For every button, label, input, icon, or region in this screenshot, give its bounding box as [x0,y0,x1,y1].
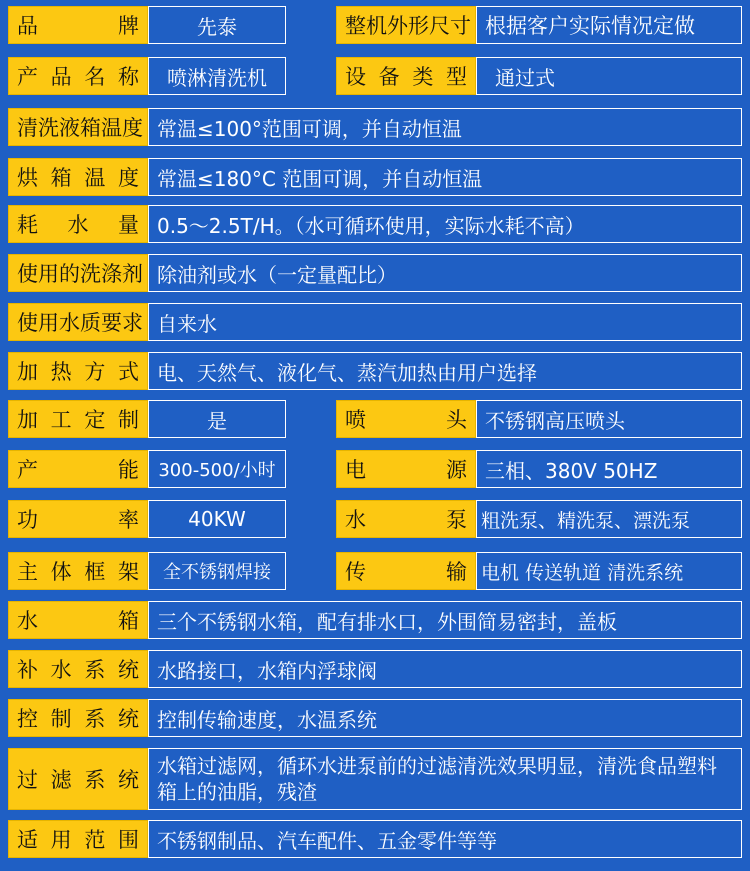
spec-label-size [336,6,476,44]
spec-value-water-use: 0.5～2.5T/H。（水可循环使用，实际水耗不高） [148,205,742,243]
label-char: 加 [17,408,38,432]
spec-row-scope [8,820,742,858]
spec-row-pump [336,500,742,538]
spec-label-product [8,57,148,95]
spec-value-frame: 全不锈钢焊接 [148,552,286,590]
spec-label-heating [8,352,148,390]
spec-label-frame [8,552,148,590]
label-char: 系 [84,768,106,792]
label-char: 式 [117,360,139,384]
label-char: 头 [446,408,467,432]
label-char: 统 [117,707,139,731]
spec-label-pump [336,500,476,538]
spec-value-nozzle: 不锈钢高压喷头 [476,400,742,438]
label-char: 制 [117,408,139,432]
spec-label-water-req [8,303,148,341]
spec-value-tank-temp: 常温≤100°范围可调，并自动恒温 [148,108,742,146]
spec-row-heating [8,352,742,390]
spec-row-oven-temp [8,158,742,196]
spec-row-size [336,6,742,44]
label-char: 箱 [118,609,139,633]
spec-value-capacity: 300-500/小时 [148,450,286,488]
label-char: 方 [84,360,106,384]
spec-value-pump: 粗洗泵、精洗泵、漂洗泵 [476,500,742,538]
label-char: 架 [117,560,139,584]
label-char: 度 [117,166,139,190]
label-char: 水 [17,609,38,633]
label-char: 工 [50,408,72,432]
label-char: 补 [17,658,38,682]
label-char: 热 [50,360,72,384]
spec-value-water-req: 自来水 [148,303,742,341]
label-char: 用 [50,828,72,852]
spec-label-nozzle [336,400,476,438]
spec-label-water-use [8,205,148,243]
label-char: 过 [17,768,38,792]
spec-value-refill: 水路接口，水箱内浮球阀 [148,650,742,688]
spec-label-tank-temp [8,108,148,146]
label-char: 温 [84,166,106,190]
label-char: 控 [17,707,38,731]
label-char: 箱 [50,166,72,190]
label-char: 框 [84,560,106,584]
label-text: 使用水质要求 [17,311,143,335]
spec-row-capacity [8,450,286,488]
label-text: 整机外形尺寸 [345,14,471,38]
spec-label-tank [8,601,148,639]
spec-row-transport [336,552,742,590]
label-char: 能 [118,458,139,482]
spec-row-water-req [8,303,742,341]
spec-label-power [8,500,148,538]
label-char: 备 [378,65,400,89]
spec-label-power-src [336,450,476,488]
spec-value-type: 通过式 [476,57,742,95]
label-char: 适 [17,828,38,852]
label-char: 产 [17,458,38,482]
label-char: 传 [345,560,366,584]
spec-row-tank-temp [8,108,742,146]
spec-value-filter: 水箱过滤网，循环水进泵前的过滤清洗效果明显，清洗食品塑料箱上的油脂，残渣 [148,748,742,810]
spec-value-detergent: 除油剂或水（一定量配比） [148,254,742,292]
label-char: 功 [17,508,38,532]
spec-label-brand [8,6,148,44]
label-char: 水 [67,213,89,237]
label-char: 滤 [50,768,72,792]
spec-row-brand [8,6,286,44]
spec-label-refill [8,650,148,688]
spec-label-oven-temp [8,158,148,196]
label-char: 范 [84,828,106,852]
spec-row-water-use [8,205,742,243]
label-char: 设 [345,65,366,89]
spec-value-tank: 三个不锈钢水箱，配有排水口，外围简易密封，盖板 [148,601,742,639]
spec-row-type [336,57,742,95]
label-char: 水 [50,658,72,682]
spec-row-power-src [336,450,742,488]
label-char: 量 [118,213,139,237]
label-char: 主 [17,560,38,584]
label-char: 型 [445,65,467,89]
spec-value-power-src: 三相、380V 50HZ [476,450,742,488]
spec-label-capacity [8,450,148,488]
spec-value-product: 喷淋清洗机 [148,57,286,95]
label-char: 系 [84,658,106,682]
spec-row-refill [8,650,742,688]
spec-value-transport: 电机 传送轨道 清洗系统 [476,552,742,590]
spec-value-custom: 是 [148,400,286,438]
spec-label-detergent [8,254,148,292]
spec-row-filter [8,748,742,810]
label-char: 称 [117,65,139,89]
label-char: 品 [50,65,72,89]
label-char: 泵 [446,508,467,532]
spec-row-power [8,500,286,538]
label-char: 统 [117,768,139,792]
label-char: 电 [345,458,366,482]
label-char: 牌 [118,14,139,38]
spec-row-frame [8,552,286,590]
spec-value-brand: 先泰 [148,6,286,44]
label-text: 使用的洗涤剂 [17,262,143,286]
label-char: 统 [117,658,139,682]
spec-label-type [336,57,476,95]
label-char: 输 [446,560,467,584]
label-char: 品 [17,14,38,38]
label-char: 喷 [345,408,366,432]
spec-row-nozzle [336,400,742,438]
spec-row-control [8,699,742,737]
spec-label-scope [8,820,148,858]
label-char: 烘 [17,166,38,190]
spec-value-control: 控制传输速度，水温系统 [148,699,742,737]
label-char: 制 [50,707,72,731]
label-char: 类 [412,65,434,89]
label-char: 围 [117,828,139,852]
spec-row-tank [8,601,742,639]
spec-value-power: 40KW [148,500,286,538]
label-char: 率 [118,508,139,532]
spec-label-filter [8,748,148,810]
label-char: 源 [446,458,467,482]
label-char: 定 [84,408,106,432]
spec-row-product [8,57,286,95]
spec-value-scope: 不锈钢制品、汽车配件、五金零件等等 [148,820,742,858]
spec-label-control [8,699,148,737]
label-char: 名 [84,65,106,89]
spec-row-custom [8,400,286,438]
label-char: 加 [17,360,38,384]
label-char: 水 [345,508,366,532]
label-char: 耗 [17,213,38,237]
spec-value-size: 根据客户实际情况定做 [476,6,742,44]
label-char: 产 [17,65,38,89]
spec-value-heating: 电、天然气、液化气、蒸汽加热由用户选择 [148,352,742,390]
label-text: 清洗液箱温度 [17,116,143,140]
spec-row-detergent [8,254,742,292]
label-char: 体 [50,560,72,584]
spec-label-custom [8,400,148,438]
spec-value-oven-temp: 常温≤180°C 范围可调，并自动恒温 [148,158,742,196]
spec-label-transport [336,552,476,590]
label-char: 系 [84,707,106,731]
